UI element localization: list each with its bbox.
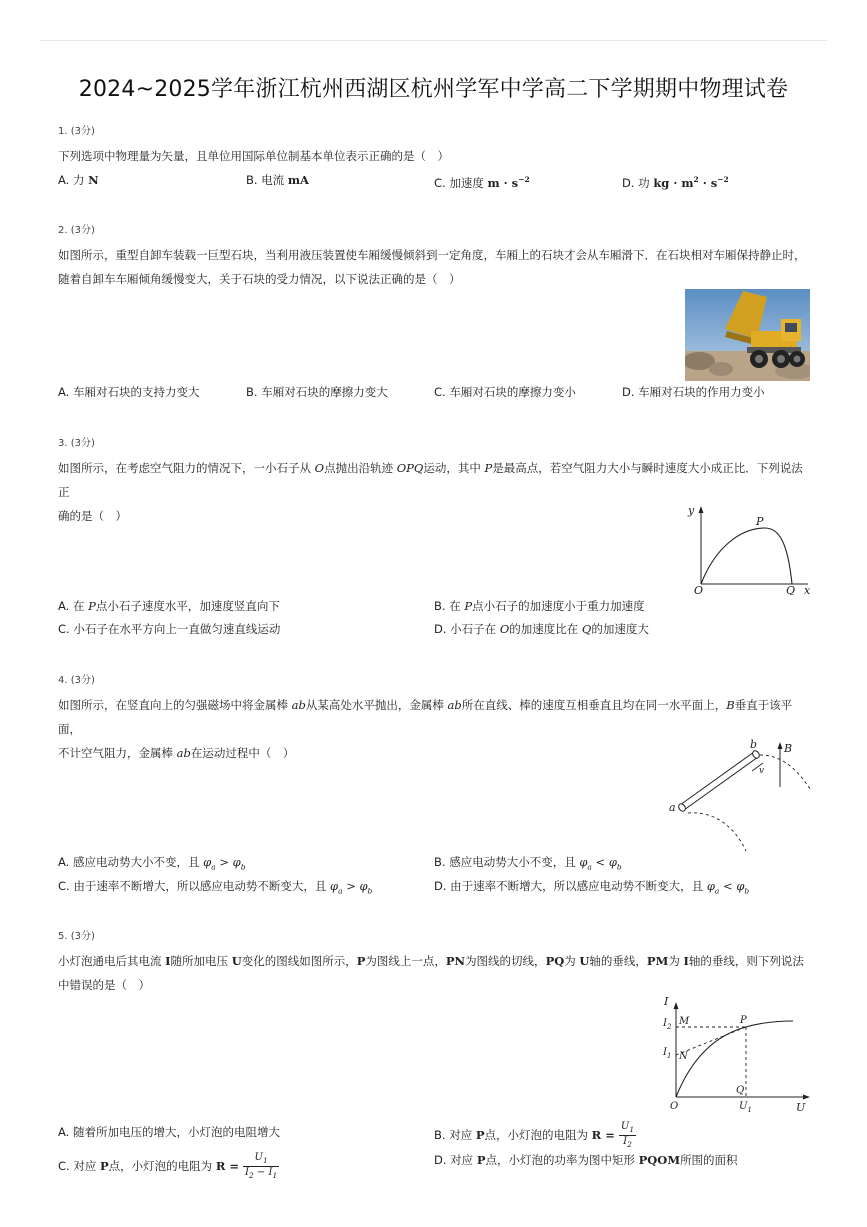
- q2-option-a[interactable]: A. 车厢对石块的支持力变大: [58, 385, 200, 399]
- q3-option-a[interactable]: A. 在 P点小石子速度水平，加速度竖直向下: [58, 599, 280, 613]
- question-2-number: 2. (3分): [58, 225, 95, 236]
- end-a-label: a: [669, 801, 676, 814]
- q4-option-c[interactable]: C. 由于速率不断增大，所以感应电动势不断变大，且 $\varphi_a > \varphi_b$: [58, 879, 373, 896]
- q5-option-b[interactable]: B. 对应 P点，小灯泡的电阻为 R = $\frac{U_1}{I_2}$: [434, 1121, 635, 1149]
- field-b-label: B: [784, 742, 793, 755]
- question-5-number: 5. (3分): [58, 931, 95, 942]
- point-q-label: Q: [736, 1085, 745, 1096]
- velocity-v-label: v: [759, 766, 765, 776]
- q4-option-a[interactable]: A. 感应电动势大小不变，且 $\varphi_a > \varphi_b$: [58, 855, 246, 872]
- q1-option-c[interactable]: C. 加速度 $m \cdot s^{-2}$: [434, 175, 530, 190]
- q5-option-a[interactable]: A. 随着所加电压的增大，小灯泡的电阻增大: [58, 1125, 280, 1139]
- falling-rod-diagram: [668, 735, 813, 855]
- i1-label: $I_1$: [663, 1047, 672, 1060]
- x-axis-label: x: [804, 584, 811, 595]
- q1-option-a[interactable]: A. 力 N: [58, 173, 99, 187]
- projectile-trajectory-diagram: [680, 500, 812, 595]
- question-3-number: 3. (3分): [58, 438, 95, 449]
- question-4-number: 4. (3分): [58, 675, 95, 686]
- point-n-label: N: [679, 1051, 688, 1062]
- point-p-label: P: [756, 515, 764, 528]
- q1-option-b[interactable]: B. 电流 mA: [246, 173, 309, 187]
- origin-o-label: O: [694, 584, 704, 595]
- origin-o-label: O: [670, 1101, 679, 1112]
- q5-option-d[interactable]: D. 对应 P点，小灯泡的功率为图中矩形 PQOM所围的面积: [434, 1153, 738, 1167]
- q2-option-d[interactable]: D. 车厢对石块的作用力变小: [622, 385, 765, 399]
- question-2-stem: 如图所示，重型自卸车装载一巨型石块，当利用液压装置使车厢缓慢倾斜到一定角度，车厢上的石块才会从车厢滑下．在石块相对车厢保持静止时， 随着自卸车车厢倾角缓慢变大，关于石块的受力情况，以下说法正确的是（ ）: [58, 248, 806, 286]
- q5-option-c[interactable]: C. 对应 P点，小灯泡的电阻为 R = $\frac{U_1}{I_2 - I_1}$: [58, 1152, 278, 1180]
- question-1-number: 1. (3分): [58, 126, 95, 137]
- iv-curve-diagram: [658, 993, 813, 1118]
- i2-label: $I_2$: [663, 1018, 672, 1031]
- q2-option-c[interactable]: C. 车厢对石块的摩擦力变小: [434, 385, 576, 399]
- end-b-label: b: [750, 738, 758, 751]
- question-3-stem: 如图所示，在考虑空气阻力的情况下，一小石子从 O点抛出沿轨迹 OPQ运动，其中 P是最高点，若空气阻力大小与瞬时速度大小成正比．下列说法正 确的是（ ）: [58, 461, 803, 523]
- point-p-label: P: [740, 1015, 747, 1026]
- point-q-label: Q: [786, 584, 796, 595]
- dump-truck-photo: [685, 289, 810, 381]
- question-5-stem: 小灯泡通电后其电流 I随所加电压 U变化的图线如图所示，P为图线上一点，PN为图线的切线，PQ为 U轴的垂线，PM为 I轴的垂线，则下列说法 中错误的是（ ）: [58, 954, 804, 992]
- u-axis-label: U: [796, 1101, 806, 1114]
- resistance-fraction-b: $\frac{U_1}{I_2}$: [620, 1121, 635, 1149]
- q4-option-b[interactable]: B. 感应电动势大小不变，且 $\varphi_a < \varphi_b$: [434, 855, 622, 872]
- u1-label: $U_1$: [739, 1101, 752, 1114]
- question-1-stem: 下列选项中物理量为矢量，且单位用国际单位制基本单位表示正确的是（ ）: [58, 149, 449, 163]
- resistance-fraction-c: $\frac{U_1}{I_2 - I_1}$: [245, 1152, 278, 1180]
- top-rule: [40, 40, 827, 41]
- q4-option-d[interactable]: D. 由于速率不断增大，所以感应电动势不断变大，且 $\varphi_a < \varphi_b$: [434, 879, 750, 896]
- point-m-label: M: [679, 1016, 690, 1027]
- i-axis-label: I: [664, 995, 669, 1008]
- q3-option-c[interactable]: C. 小石子在水平方向上一直做匀速直线运动: [58, 622, 281, 636]
- question-4-stem: 如图所示，在竖直向上的匀强磁场中将金属棒 ab从某高处水平抛出，金属棒 ab所在直线、棒的速度互相垂直且均在同一水平面上，B垂直于该平面， 不计空气阻力，金属棒 ab在运动过程中（ ）: [58, 698, 793, 760]
- q3-option-b[interactable]: B. 在 P点小石子的加速度小于重力加速度: [434, 599, 645, 613]
- y-axis-label: y: [688, 504, 695, 517]
- q1-option-d[interactable]: D. 功 kg · $m^2 \cdot s^{-2}$: [622, 175, 729, 190]
- q3-option-d[interactable]: D. 小石子在 O的加速度比在 Q的加速度大: [434, 622, 649, 636]
- q2-option-b[interactable]: B. 车厢对石块的摩擦力变大: [246, 385, 388, 399]
- page-title: 2024~2025学年浙江杭州西湖区杭州学军中学高二下学期期中物理试卷: [78, 77, 789, 102]
